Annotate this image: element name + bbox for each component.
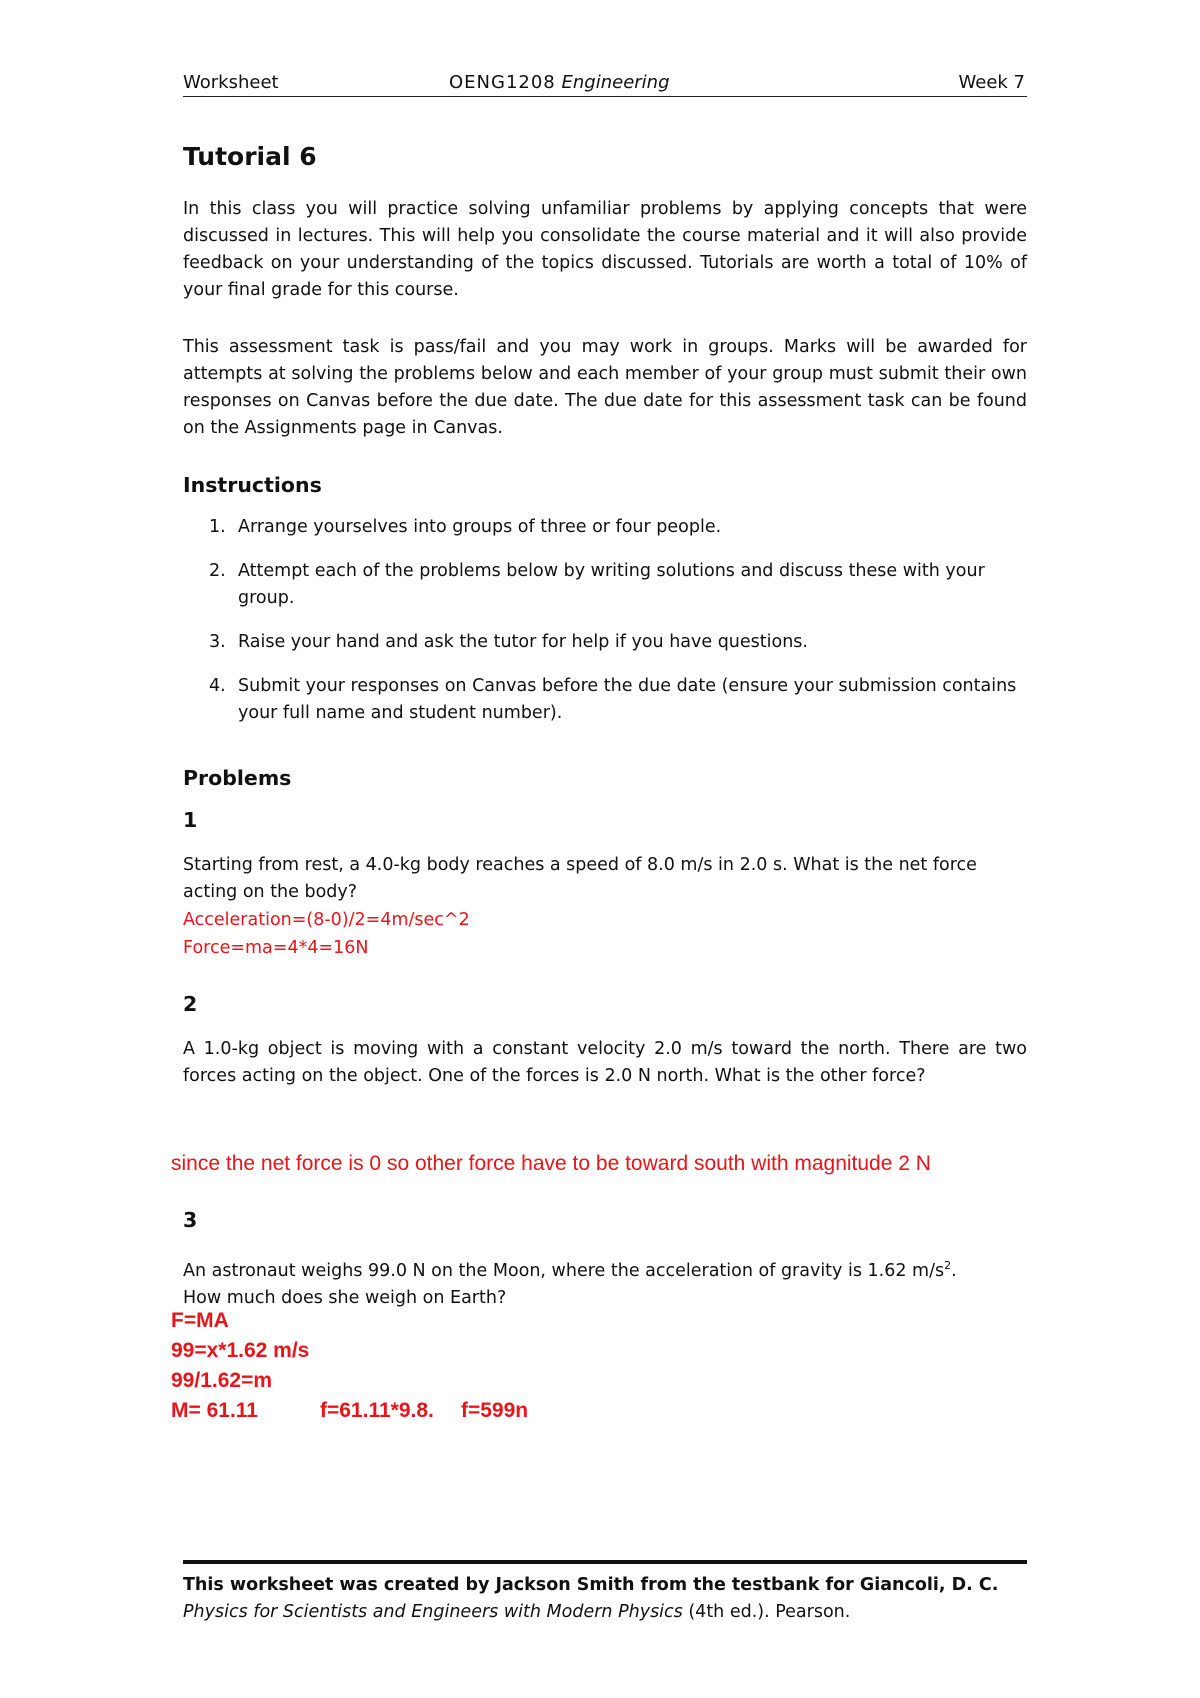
- list-item: [183, 514, 1027, 541]
- page-footer: [183, 1572, 1027, 1626]
- problem-2-answer: since the net force is 0 so other force have to be toward south with magnitude 2 N: [171, 1152, 931, 1175]
- list-item-text: Submit your responses on Canvas before the due date (ensure your submission contains your full name and student number).: [238, 676, 1017, 723]
- page-header: [183, 70, 1027, 97]
- list-item-number: 4.: [209, 676, 226, 696]
- list-item-text: Raise your hand and ask the tutor for help if you have questions.: [238, 632, 808, 652]
- instructions-list: [183, 514, 1027, 744]
- course-name: Engineering: [561, 72, 670, 93]
- footer-citation: [183, 1599, 1027, 1626]
- intro-paragraph-2: This assessment task is pass/fail and you may work in groups. Marks will be awarded for attempts at solving the problems below and each member of your group must submit their own responses on Canvas before the due date. The due date for this assessment task can be found on the Assignments page in Canvas.: [183, 337, 1027, 438]
- problem-1-text: Starting from rest, a 4.0-kg body reaches a speed of 8.0 m/s in 2.0 s. What is the net force acting on the body?: [183, 855, 977, 902]
- instructions-heading: Instructions: [183, 473, 322, 497]
- list-item-number: 3.: [209, 632, 226, 652]
- problem-3-answer-mass: M= 61.11: [171, 1399, 258, 1422]
- list-item-text: Attempt each of the problems below by writing solutions and discuss these with your group.: [238, 561, 985, 608]
- footer-divider: [183, 1560, 1027, 1564]
- problem-3-text: [183, 1252, 1027, 1312]
- list-item: [183, 629, 1027, 656]
- problem-3-superscript: 2: [944, 1259, 952, 1272]
- page-title: Tutorial 6: [183, 142, 317, 171]
- problem-3-question: How much does she weigh on Earth?: [183, 1287, 507, 1308]
- footer-credit: This worksheet was created by Jackson Smith from the testbank for Giancoli, D. C.: [183, 1575, 999, 1595]
- problem-3-text-main: An astronaut weighs 99.0 N on the Moon, where the acceleration of gravity is 1.62 m/s: [183, 1260, 945, 1281]
- problems-heading: Problems: [183, 766, 292, 790]
- footer-book-title: Physics for Scientists and Engineers with Modern Physics: [183, 1602, 683, 1622]
- list-item: [183, 558, 1027, 612]
- problem-3-answer-force-result: f=599n: [461, 1399, 529, 1422]
- problem-3-answer-line-3: 99/1.62=m: [171, 1369, 273, 1392]
- problem-3-text-period: .: [951, 1260, 957, 1281]
- list-item-text: Arrange yourselves into groups of three or four people.: [238, 517, 722, 537]
- header-left: Worksheet: [183, 72, 279, 93]
- problem-3-number: 3: [183, 1208, 198, 1232]
- problem-2-text: A 1.0-kg object is moving with a constant velocity 2.0 m/s toward the north. There are two forces acting on the object. One of the forces is 2.0 N north. What is the other force?: [183, 1039, 1027, 1086]
- problem-1-number: 1: [183, 808, 198, 832]
- problem-2-number: 2: [183, 992, 198, 1016]
- list-item-number: 2.: [209, 561, 226, 581]
- problem-1-answer-line-2: Force=ma=4*4=16N: [183, 938, 369, 958]
- list-item: [183, 673, 1027, 727]
- problem-3-answer-force-calc: f=61.11*9.8.: [320, 1399, 434, 1422]
- problem-1-answer-line-1: Acceleration=(8-0)/2=4m/sec^2: [183, 910, 470, 930]
- footer-edition: (4th ed.). Pearson.: [682, 1602, 851, 1622]
- course-code: OENG1208: [449, 72, 556, 93]
- problem-3-answer-line-2: 99=x*1.62 m/s: [171, 1339, 310, 1362]
- header-course: [449, 72, 670, 93]
- header-week: Week 7: [958, 72, 1025, 93]
- list-item-number: 1.: [209, 517, 226, 537]
- intro-paragraph-1: In this class you will practice solving unfamiliar problems by applying concepts that were discussed in lectures. This will help you consolidate the course material and it will also provide feedback on your understanding of the topics discussed. Tutorials are worth a total of 10% of your final grade for this course.: [183, 199, 1027, 300]
- problem-3-answer-line-1: F=MA: [171, 1309, 229, 1332]
